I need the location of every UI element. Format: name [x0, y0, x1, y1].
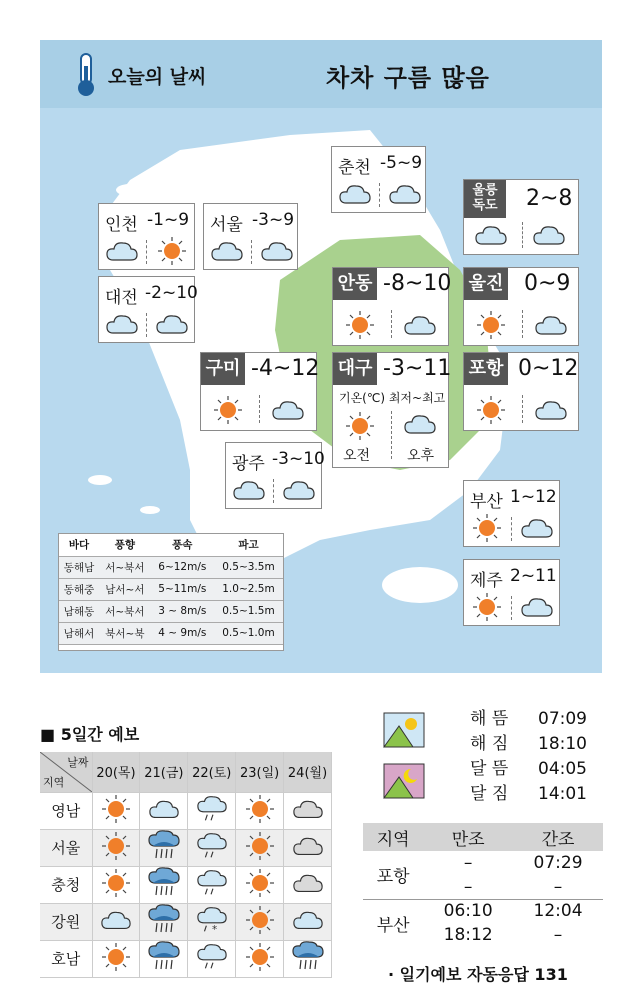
cloud-icon — [532, 224, 566, 246]
cloud-gray-icon — [292, 880, 324, 898]
forecast-cell — [140, 866, 188, 903]
sea-cell: 북서~북 — [99, 622, 151, 644]
forecast-cell — [284, 866, 332, 903]
cloud-icon — [520, 596, 554, 618]
forecast-row — [40, 792, 332, 829]
city-card-pohang — [463, 352, 579, 431]
city-temp-range: -1~9 — [147, 210, 190, 230]
forecast-header-row — [40, 752, 332, 792]
tide-header-row — [363, 823, 603, 851]
forecast-cell — [92, 940, 140, 977]
forecast-region: 충청 — [40, 866, 92, 903]
sun-icon — [101, 884, 131, 902]
cloud-icon — [210, 240, 244, 262]
legend-temp-label: 기온(℃) 최저~최고 — [339, 391, 446, 405]
cloud-rain-icon — [196, 810, 228, 828]
city-name: 서울 — [210, 215, 243, 235]
sun-icon — [476, 310, 506, 340]
forecast-region: 호남 — [40, 940, 92, 977]
city-name-tag: 대구 — [333, 353, 377, 385]
cloud-icon — [520, 517, 554, 539]
city-name-tag: 안동 — [333, 268, 377, 300]
forecast-cell — [140, 940, 188, 977]
city-card-chuncheon — [331, 146, 426, 213]
city-temp-range: 0~12 — [518, 356, 579, 381]
city-card-busan — [463, 480, 560, 547]
sea-cell: 동해중 — [59, 578, 99, 600]
cloud-rain-icon — [196, 884, 228, 902]
tide-high: 18:12 — [443, 925, 493, 945]
legend-pm-label: 오후 — [407, 448, 435, 464]
five-day-forecast-table — [40, 752, 332, 978]
city-card-ulleung — [463, 179, 579, 255]
tide-row — [363, 851, 603, 875]
sea-cell: 0.5~3.5m — [214, 556, 283, 578]
city-temp-range: -2~10 — [145, 283, 198, 303]
forecast-cell — [236, 866, 284, 903]
city-temp-range: -8~10 — [383, 271, 452, 296]
city-card-uljin — [463, 267, 579, 346]
cloud-rain-icon — [196, 847, 228, 865]
sun-icon — [245, 810, 275, 828]
forecast-cell — [188, 792, 236, 829]
forecast-row — [40, 903, 332, 940]
forecast-cell — [284, 940, 332, 977]
city-card-incheon — [98, 203, 195, 270]
cloud-icon — [403, 413, 437, 435]
sea-cell: 1.0~2.5m — [214, 578, 283, 600]
forecast-cell — [92, 792, 140, 829]
sun-moon-row — [470, 782, 587, 807]
forecast-cell — [188, 940, 236, 977]
city-temp-range: -4~12 — [251, 356, 320, 381]
sun-icon — [345, 310, 375, 340]
sun-icon — [245, 884, 275, 902]
cloud-snow-icon — [196, 921, 228, 939]
sun-moon-label: 해 짐 — [470, 734, 509, 754]
cloud-icon — [338, 183, 372, 205]
forecast-region: 영남 — [40, 792, 92, 829]
corner-top-label: 날짜 — [67, 756, 89, 769]
cloud-heavy-rain-icon — [147, 848, 181, 866]
forecast-cell — [140, 903, 188, 940]
sun-icon — [101, 847, 131, 865]
sea-cell: 0.5~1.5m — [214, 600, 283, 622]
forecast-cell — [188, 866, 236, 903]
cloud-heavy-rain-icon — [147, 885, 181, 903]
sun-icon — [213, 395, 243, 425]
sea-cell: 0.5~1.0m — [214, 622, 283, 644]
cloud-icon — [100, 917, 132, 935]
forecast-row — [40, 829, 332, 866]
today-weather-title: 오늘의 날씨 — [108, 66, 207, 88]
five-day-forecast-title: ■ 5일간 예보 — [40, 725, 140, 744]
city-name: 부산 — [470, 492, 503, 512]
sun-icon — [476, 395, 506, 425]
forecast-cell — [236, 829, 284, 866]
forecast-row — [40, 940, 332, 977]
tide-low: 12:04 — [533, 901, 583, 922]
sun-moon-time: 14:01 — [538, 784, 587, 804]
tide-low: – — [553, 925, 563, 945]
city-name: 대전 — [105, 288, 138, 308]
cloud-icon — [271, 399, 305, 421]
sea-header: 바다 — [59, 534, 99, 556]
sea-cell: 5~11m/s — [151, 578, 214, 600]
sunrise-icon — [383, 712, 425, 748]
cloud-icon — [105, 240, 139, 262]
sun-moon-time: 04:05 — [538, 759, 587, 779]
sea-header: 파고 — [214, 534, 283, 556]
sun-icon — [472, 592, 502, 622]
sea-cell: 서~북서 — [99, 600, 151, 622]
sea-header: 풍향 — [99, 534, 151, 556]
sea-cell: 남서~서 — [99, 578, 151, 600]
sea-cell: 4 ~ 9m/s — [151, 622, 214, 644]
forecast-cell — [92, 829, 140, 866]
sea-cell: 남해동 — [59, 600, 99, 622]
corner-bottom-label: 지역 — [43, 775, 65, 789]
city-temp-range: 2~11 — [510, 566, 557, 586]
sea-cell: 동해남 — [59, 556, 99, 578]
cloud-heavy-rain-icon — [147, 922, 181, 940]
sun-moon-row — [470, 757, 587, 782]
cloud-icon — [534, 314, 568, 336]
forecast-region: 강원 — [40, 903, 92, 940]
sun-moon-list — [470, 707, 587, 807]
sun-icon — [245, 958, 275, 976]
forecast-cell — [188, 903, 236, 940]
sea-conditions-table — [58, 533, 284, 651]
forecast-corner-cell — [40, 752, 92, 792]
forecast-cell — [236, 940, 284, 977]
tide-region: 부산 — [376, 915, 410, 936]
sun-moon-row — [470, 707, 587, 732]
cloud-rain-icon — [196, 958, 228, 976]
sun-icon — [101, 958, 131, 976]
forecast-date: 22(토) — [188, 752, 236, 792]
city-card-daegu-legend — [332, 352, 452, 468]
sun-moon-label: 달 짐 — [470, 784, 509, 804]
cloud-icon — [260, 240, 294, 262]
cloud-heavy-rain-icon — [147, 959, 181, 977]
cloud-heavy-rain-icon — [291, 959, 325, 977]
cloud-icon — [403, 314, 437, 336]
city-card-seoul — [203, 203, 298, 270]
tide-low: – — [513, 875, 603, 899]
sun-moon-label: 해 뜸 — [470, 709, 509, 729]
sun-moon-time: 18:10 — [538, 734, 587, 754]
cloud-icon — [292, 917, 324, 935]
city-name: 인천 — [105, 215, 138, 235]
city-name: 제주 — [470, 571, 503, 591]
moonrise-icon — [383, 763, 425, 799]
cloud-icon — [534, 399, 568, 421]
forecast-date: 24(월) — [284, 752, 332, 792]
sea-cell: 6~12m/s — [151, 556, 214, 578]
forecast-cell — [92, 866, 140, 903]
forecast-cell — [236, 792, 284, 829]
city-card-daejeon — [98, 276, 198, 343]
city-temp-range: -3~10 — [272, 449, 325, 469]
tide-high: – — [463, 853, 473, 873]
forecast-cell — [284, 792, 332, 829]
forecast-cell — [236, 903, 284, 940]
tide-row — [363, 899, 603, 923]
cloud-gray-icon — [292, 806, 324, 824]
city-name: 광주 — [232, 454, 265, 474]
city-name: 춘천 — [338, 158, 371, 178]
forecast-date: 20(목) — [92, 752, 140, 792]
forecast-cell — [140, 792, 188, 829]
cloud-icon — [155, 313, 189, 335]
tide-low: 07:29 — [533, 853, 583, 873]
cloud-icon — [388, 183, 422, 205]
sea-row — [59, 556, 283, 578]
forecast-date: 21(금) — [140, 752, 188, 792]
city-name-tag: 울릉 독도 — [464, 180, 506, 218]
tide-table — [363, 823, 603, 947]
city-card-andong — [332, 267, 452, 346]
sun-icon — [345, 411, 375, 441]
city-temp-range: 0~9 — [524, 271, 571, 296]
forecast-cell — [284, 903, 332, 940]
cloud-icon — [474, 224, 508, 246]
sun-icon — [245, 921, 275, 939]
tide-high: 06:10 — [443, 901, 493, 922]
sea-cell: 서~북서 — [99, 556, 151, 578]
city-name-tag: 구미 — [201, 353, 245, 385]
city-temp-range: 2~8 — [526, 186, 573, 211]
tide-header: 간조 — [541, 829, 575, 850]
cloud-icon — [148, 806, 180, 824]
svg-text:*: * — [211, 923, 217, 935]
sea-cell: 3 ~ 8m/s — [151, 600, 214, 622]
today-summary: 차차 구름 많음 — [326, 64, 490, 92]
sea-header-row — [59, 534, 283, 556]
cloud-icon — [232, 479, 266, 501]
sea-cell: 남해서 — [59, 622, 99, 644]
forecast-cell — [140, 829, 188, 866]
forecast-cell — [92, 903, 140, 940]
tide-header: 만조 — [451, 829, 485, 850]
sun-icon — [472, 513, 502, 543]
city-temp-range: -3~9 — [252, 210, 295, 230]
sun-moon-time: 07:09 — [538, 709, 587, 729]
sun-moon-label: 달 뜸 — [470, 759, 509, 779]
tide-high: – — [423, 875, 513, 899]
forecast-region: 서울 — [40, 829, 92, 866]
city-card-jeju — [463, 559, 560, 626]
sun-icon — [101, 810, 131, 828]
footer-hotline: · 일기예보 자동응답 131 — [388, 965, 568, 984]
city-temp-range: 1~12 — [510, 487, 557, 507]
forecast-date: 23(일) — [236, 752, 284, 792]
city-card-gumi — [200, 352, 320, 431]
sun-icon — [157, 236, 187, 266]
sea-row — [59, 622, 283, 644]
city-temp-range: -3~11 — [383, 356, 452, 381]
sea-header: 풍속 — [151, 534, 214, 556]
city-name-tag: 포항 — [464, 353, 508, 385]
city-name-tag: 울진 — [464, 268, 508, 300]
city-temp-range: -5~9 — [380, 153, 423, 173]
sea-row — [59, 578, 283, 600]
cloud-gray-icon — [292, 843, 324, 861]
tide-region: 포항 — [363, 851, 423, 899]
sun-moon-row — [470, 732, 587, 757]
city-card-gwangju — [225, 442, 325, 509]
forecast-cell — [188, 829, 236, 866]
forecast-cell — [284, 829, 332, 866]
cloud-icon — [105, 313, 139, 335]
forecast-row — [40, 866, 332, 903]
cloud-icon — [282, 479, 316, 501]
legend-am-label: 오전 — [343, 448, 371, 464]
sun-icon — [245, 847, 275, 865]
sea-row — [59, 600, 283, 622]
tide-header: 지역 — [376, 829, 410, 850]
